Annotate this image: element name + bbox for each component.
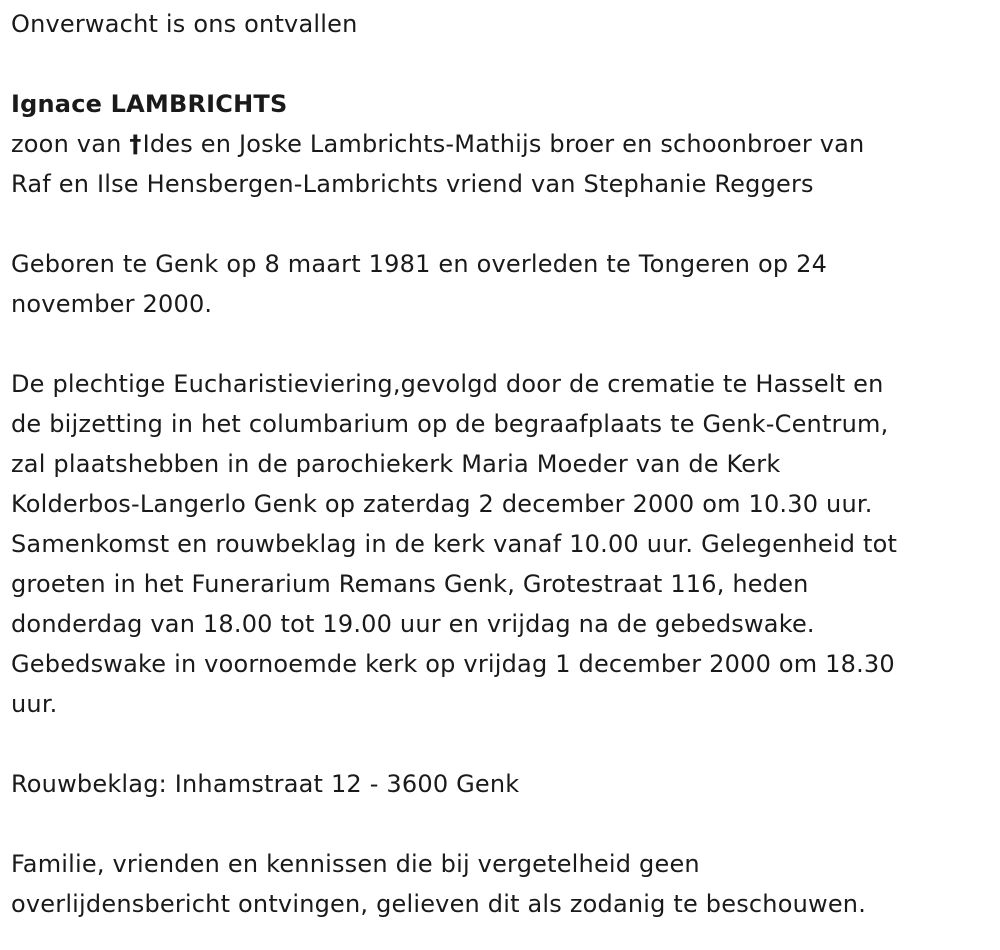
spacer [11,724,991,764]
ceremony-line: groeten in het Funerarium Remans Genk, Grotestraat 116, heden [11,570,809,598]
spacer [11,324,991,364]
condolence-address: Rouwbeklag: Inhamstraat 12 - 3600 Genk [11,770,520,798]
deceased-name: Ignace LAMBRICHTS [11,90,288,118]
deceased-cross-icon: † [129,130,142,158]
spacer [11,804,991,844]
relations-suffix: Ides en Joske Lambrichts-Mathijs broer en schoonbroer van [142,130,865,158]
obituary-notice [11,4,991,924]
ceremony-line: de bijzetting in het columbarium op de begraafplaats te Genk-Centrum, [11,410,889,438]
ceremony-line: donderdag van 18.00 tot 19.00 uur en vrijdag na de gebedswake. [11,610,815,638]
ceremony-line: Samenkomst en rouwbeklag in de kerk vanaf 10.00 uur. Gelegenheid tot [11,530,898,558]
ceremony-line: zal plaatshebben in de parochiekerk Maria Moeder van de Kerk [11,450,781,478]
birth-death-line: Geboren te Genk op 8 maart 1981 en overleden te Tongeren op 24 [11,250,828,278]
spacer [11,44,991,84]
ceremony-line: uur. [11,690,58,718]
spacer [11,204,991,244]
closing-line: Familie, vrienden en kennissen die bij vergetelheid geen [11,850,700,878]
closing-line: overlijdensbericht ontvingen, gelieven dit als zodanig te beschouwen. [11,890,867,918]
intro-text: Onverwacht is ons ontvallen [11,10,358,38]
relations-prefix: zoon van [11,130,130,158]
ceremony-line: Gebedswake in voornoemde kerk op vrijdag 1 december 2000 om 18.30 [11,650,895,678]
relations-line-1 [11,124,991,164]
ceremony-line: De plechtige Eucharistieviering,gevolgd door de crematie te Hasselt en [11,370,884,398]
birth-death-line: november 2000. [11,290,213,318]
relations-line-2: Raf en Ilse Hensbergen-Lambrichts vriend van Stephanie Reggers [11,170,814,198]
ceremony-line: Kolderbos-Langerlo Genk op zaterdag 2 december 2000 om 10.30 uur. [11,490,873,518]
